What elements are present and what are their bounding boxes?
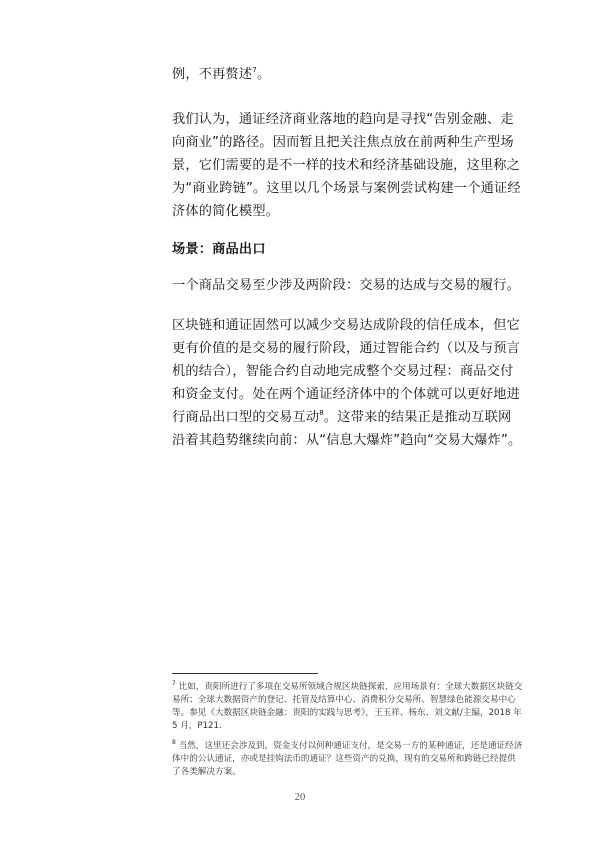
paragraph-blockchain-trade	[172, 314, 524, 452]
footnote-ref-8[interactable]: 8	[319, 409, 324, 417]
paragraph-text: 区块链和通证固然可以减少交易达成阶段的信任成本，但它更有价值的是交易的履行阶段，通过智能合约（以及与预言机的结合），智能合约自动地完成整个交易过程：商品交付和资金支付。处在两个通证经济体中的个体就可以更好地进行商品出口型的交易互动	[172, 318, 521, 425]
footnote-8	[172, 740, 524, 779]
footnote-number: 8	[172, 739, 176, 746]
footnote-ref-7[interactable]: 7	[252, 66, 257, 74]
paragraph-text-tail: 。	[256, 67, 271, 82]
paragraph-text: 例，不再赘述	[172, 67, 253, 82]
footnote-text: 比如，贵阳所进行了多项在交易所领域合规区块链探索，应用场景有：全球大数据区块链交易所；全球大数据资产的登记、托管及结算中心、消费积分交易所、智慧绿色能源交易中心等。参见《大数据区块链金融：贵阳的实践与思考》，王玉祥、杨东、刘文献/主编，2018 年 5 月，P121.	[172, 682, 523, 731]
paragraph-continuation	[172, 63, 524, 86]
section-heading: 场景：商品出口	[172, 242, 266, 257]
footnote-text: 当然，这里还会涉及到，资金支付以何种通证支付，是交易一方的某种通证，还是通证经济体中的公认通证，亦或是挂钩法币的通证？这些资产的兑换，现有的交易所和跨链已经提供了各类解决方案。	[172, 741, 523, 777]
footnote-number: 7	[172, 680, 176, 687]
paragraph-commercial-crosschain: 我们认为，通证经济商业落地的趋向是寻找“告别金融、走向商业”的路径。因而暂且把关注焦点放在前两种生产型场景，它们需要的是不一样的技术和经济基础设施，这里称之为“商业跨链”。这里以几个场景与案例尝试构建一个通证经济体的简化模型。	[172, 112, 521, 219]
footnote-separator	[172, 673, 318, 674]
page-number: 20	[294, 792, 306, 803]
paragraph-text-tail: 。这带来的结果正是推动互联网沿着其趋势继续向前：从“信息大爆炸”趋向“交易大爆炸”。	[172, 410, 522, 448]
paragraph-two-stages: 一个商品交易至少涉及两阶段：交易的达成与交易的履行。	[172, 278, 521, 293]
footnote-7	[172, 681, 524, 733]
